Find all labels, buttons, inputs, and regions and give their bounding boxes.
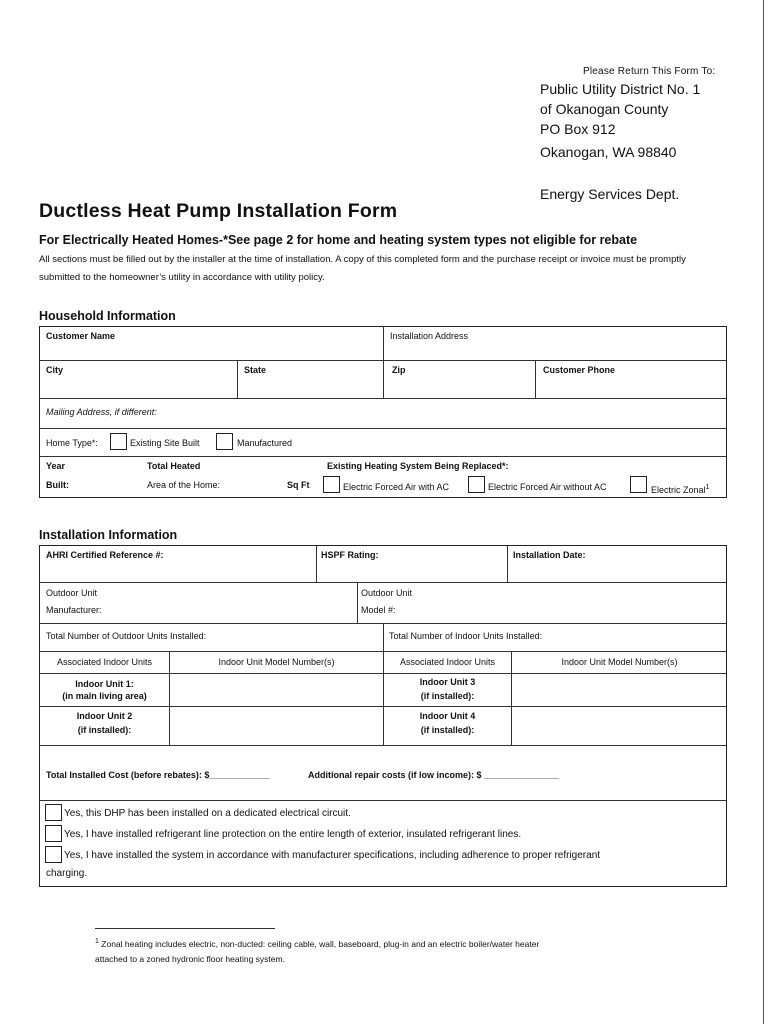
installation-date-label: Installation Date: <box>513 550 586 560</box>
hspf-field[interactable] <box>321 563 501 579</box>
forced-air-with-ac-label: Electric Forced Air with AC <box>343 482 450 492</box>
customer-name-field[interactable] <box>46 344 376 358</box>
indoor-unit-4-model-field[interactable] <box>514 710 722 740</box>
installation-address-field[interactable] <box>390 344 720 358</box>
total-indoor-units-field[interactable] <box>590 628 720 646</box>
form-title: Ductless Heat Pump Installation Form <box>39 200 398 222</box>
total-outdoor-units-label: Total Number of Outdoor Units Installed: <box>46 631 207 641</box>
indoor-unit-1-note: (in main living area) <box>62 691 147 701</box>
additional-repair-costs[interactable]: Additional repair costs (if low income): $ _______________ <box>308 770 560 780</box>
existing-heating-label: Existing Heating System Being Replaced*: <box>327 461 509 471</box>
state-label: State <box>244 365 267 375</box>
zip-field[interactable] <box>392 378 530 394</box>
state-field[interactable] <box>244 378 379 394</box>
existing-site-built-checkbox[interactable] <box>110 433 127 450</box>
hspf-label: HSPF Rating: <box>321 550 379 560</box>
mailing-address-label: Mailing Address, if different: <box>46 407 157 417</box>
dedicated-circuit-text: Yes, this DHP has been installed on a dedicated electrical circuit. <box>64 808 351 819</box>
manufacturer-specs-checkbox[interactable] <box>45 846 62 863</box>
installation-date-field[interactable] <box>513 563 721 579</box>
area-label: Area of the Home: <box>147 480 221 490</box>
return-address-line: Okanogan, WA 98840 <box>540 144 677 160</box>
footnote-line-2: attached to a zoned hydronic floor heating system. <box>95 953 285 964</box>
footnote <box>95 934 655 967</box>
indoor-unit-3-note: (if installed): <box>420 691 475 701</box>
indoor-unit-2-model-field[interactable] <box>172 710 380 740</box>
total-installed-cost[interactable]: Total Installed Cost (before rebates): $____________ <box>46 770 270 780</box>
outdoor-model-field[interactable] <box>405 600 721 618</box>
customer-phone-field[interactable] <box>543 378 721 394</box>
indoor-unit-2-label: Indoor Unit 2 <box>76 711 133 721</box>
indoor-unit-4-label: Indoor Unit 4 <box>419 711 476 721</box>
forced-air-without-ac-label: Electric Forced Air without AC <box>488 482 607 492</box>
electric-zonal-label: Electric Zonal$^1$ <box>651 484 710 495</box>
return-address-line: of Okanogan County <box>540 101 669 117</box>
associated-indoor-units-header-2: Associated Indoor Units <box>399 657 496 667</box>
city-label: City <box>46 365 64 375</box>
total-heated-label: Total Heated <box>147 461 201 471</box>
return-label: Please Return This Form To: <box>583 66 716 77</box>
associated-indoor-units-header: Associated Indoor Units <box>56 657 153 667</box>
indoor-unit-2-note: (if installed): <box>77 725 132 735</box>
outdoor-manufacturer-label-2: Manufacturer: <box>46 605 102 615</box>
dedicated-circuit-checkbox[interactable] <box>45 804 62 821</box>
existing-site-built-label: Existing Site Built <box>130 438 200 448</box>
installation-heading: Installation Information <box>39 528 178 542</box>
outdoor-manufacturer-field[interactable] <box>115 600 351 618</box>
footnote-number: 1 <box>95 938 99 945</box>
footnote-line-1: Zonal heating includes electric, non-ducted: ceiling cable, wall, baseboard, plug-in and an electric boiler/water heater <box>101 938 540 949</box>
indoor-unit-3-model-field[interactable] <box>514 678 722 702</box>
ahri-label: AHRI Certified Reference #: <box>46 550 164 560</box>
household-heading: Household Information <box>39 309 176 323</box>
sqft-label: Sq Ft <box>287 480 310 490</box>
indoor-unit-3-label: Indoor Unit 3 <box>419 677 476 687</box>
mailing-address-field[interactable] <box>180 404 720 422</box>
ahri-field[interactable] <box>46 563 310 579</box>
forced-air-without-ac-checkbox[interactable] <box>468 476 485 493</box>
manufacturer-specs-text: Yes, I have installed the system in accordance with manufacturer specifications, including adherence to proper refrigerant <box>64 850 601 861</box>
page-edge <box>763 0 764 1024</box>
outdoor-model-label-2: Model #: <box>361 605 396 615</box>
manufactured-label: Manufactured <box>237 438 293 448</box>
return-address-line: PO Box 912 <box>540 121 616 137</box>
indoor-model-numbers-header: Indoor Unit Model Number(s) <box>218 657 335 667</box>
outdoor-model-label: Outdoor Unit <box>361 588 413 598</box>
indoor-model-numbers-header-2: Indoor Unit Model Number(s) <box>561 657 678 667</box>
indoor-unit-4-note: (if installed): <box>420 725 475 735</box>
year-label: Year <box>46 461 66 471</box>
built-label: Built: <box>46 480 69 490</box>
manufactured-checkbox[interactable] <box>216 433 233 450</box>
customer-name-label: Customer Name <box>46 331 116 341</box>
city-field[interactable] <box>46 378 231 394</box>
home-type-label: Home Type*: <box>46 438 98 448</box>
customer-phone-label: Customer Phone <box>543 365 616 375</box>
total-outdoor-units-field[interactable] <box>250 628 378 646</box>
line-protection-checkbox[interactable] <box>45 825 62 842</box>
manufacturer-specs-text-2: charging. <box>46 868 88 879</box>
forced-air-with-ac-checkbox[interactable] <box>323 476 340 493</box>
outdoor-manufacturer-label: Outdoor Unit <box>46 588 98 598</box>
indoor-unit-1-label: Indoor Unit 1: <box>75 679 134 689</box>
return-department: Energy Services Dept. <box>540 186 680 202</box>
form-subtitle: For Electrically Heated Homes-*See page 2 for home and heating system types not eligible for rebate <box>39 233 638 247</box>
indoor-unit-1-model-field[interactable] <box>172 678 380 702</box>
footnote-rule <box>95 928 275 929</box>
line-protection-text: Yes, I have installed refrigerant line protection on the entire length of exterior, insulated refrigerant lines. <box>64 829 522 840</box>
heated-area-field[interactable] <box>236 476 282 492</box>
electric-zonal-checkbox[interactable] <box>630 476 647 493</box>
footnote-marker: 1 <box>705 484 710 491</box>
year-built-field[interactable] <box>85 476 135 492</box>
installation-address-label: Installation Address <box>390 331 469 341</box>
zip-label: Zip <box>392 365 406 375</box>
total-indoor-units-label: Total Number of Indoor Units Installed: <box>389 631 543 641</box>
return-address-line: Public Utility District No. 1 <box>540 81 701 97</box>
form-instructions: All sections must be filled out by the installer at the time of installation. A copy of this completed form and the purchase receipt or invoice must be promptly submitted to the homeowner’s utility in accordance with utility policy. <box>39 254 686 283</box>
